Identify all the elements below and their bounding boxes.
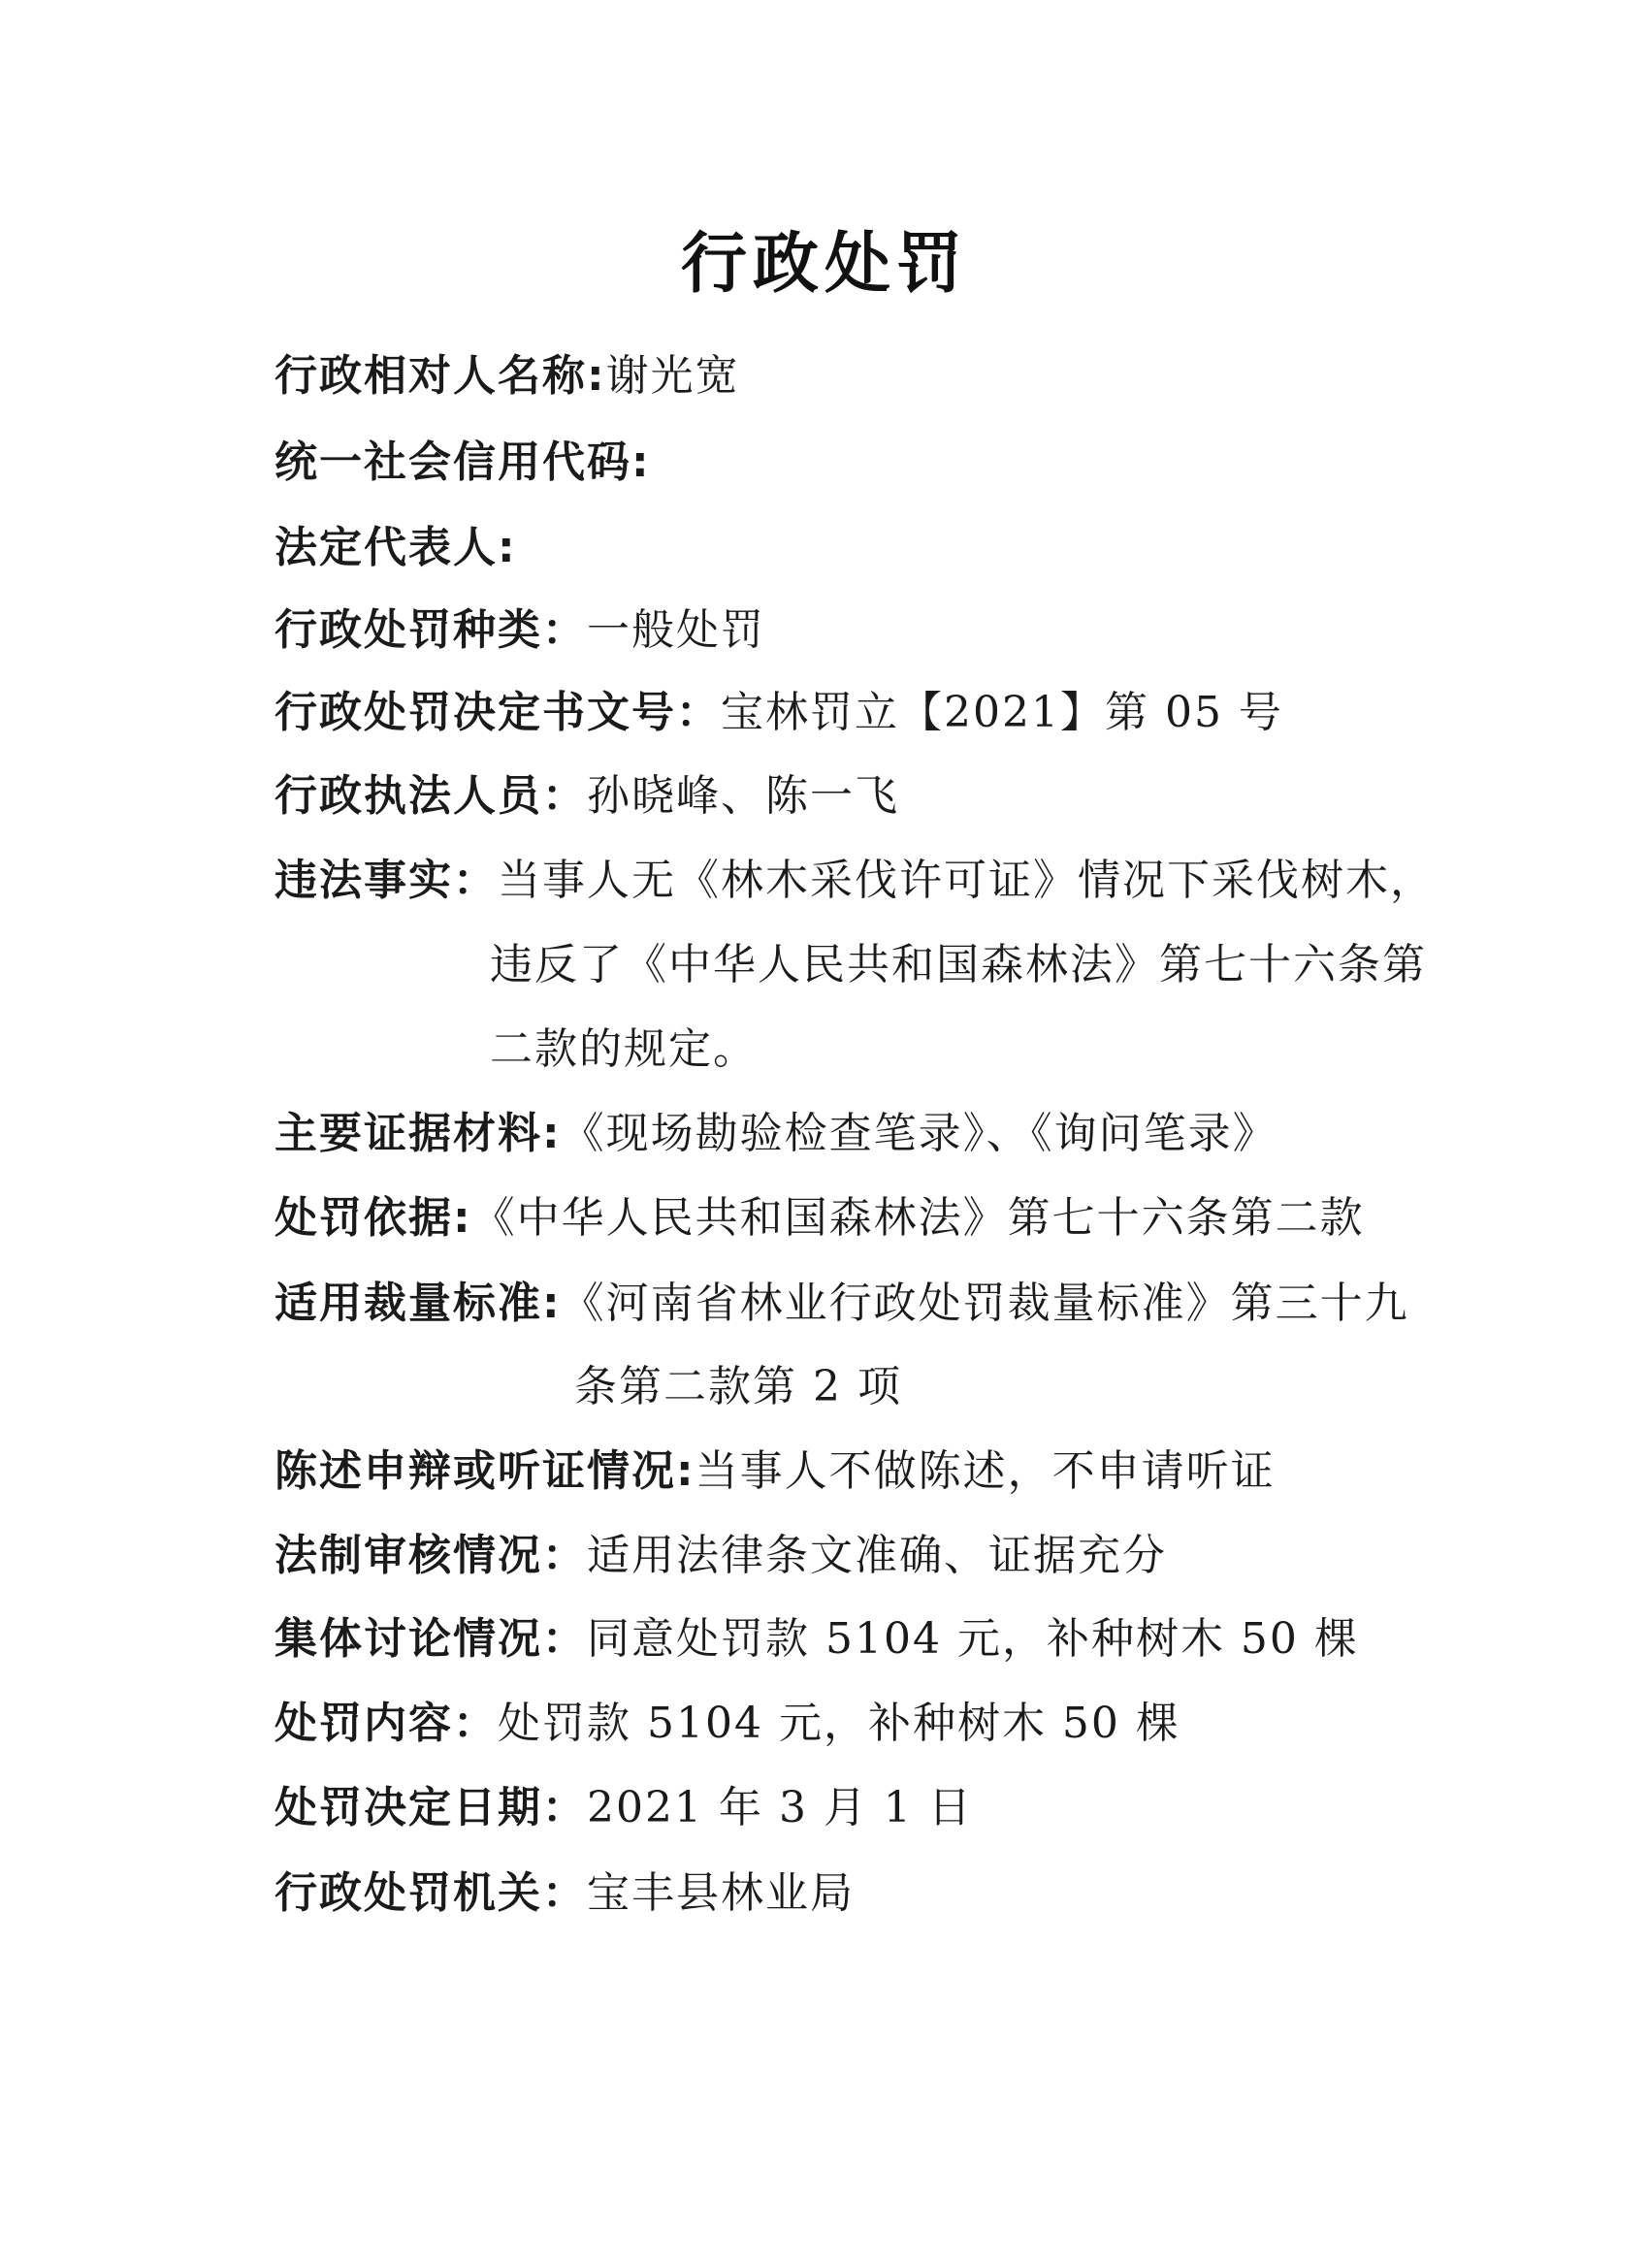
field-label: 处罚依据: [275,1193,472,1243]
field-label: 行政相对人名称: [275,351,606,401]
field-legal-review [275,1527,1167,1585]
field-label: 违法事实： [275,856,498,905]
field-party-name [275,347,740,405]
field-value: 宝林罚立【2021】第 05 号 [721,688,1283,737]
field-enforcement-officers [275,767,899,826]
field-value: 适用法律条文准确、证据充分 [587,1531,1167,1580]
field-illegal-facts-continuation: 违反了《中华人民共和国森林法》第七十六条第 [490,940,1427,989]
field-credit-code [275,434,651,492]
field-value: 同意处罚款 5104 元，补种树木 50 棵 [587,1614,1359,1664]
field-value: 处罚款 5104 元，补种树木 50 棵 [498,1699,1180,1748]
field-main-evidence [275,1105,1277,1163]
field-discretion-standard [275,1275,1409,1333]
field-label: 统一社会信用代码: [275,437,651,487]
field-legal-representative [275,519,517,577]
field-label: 适用裁量标准: [275,1279,562,1328]
field-discretion-standard-continuation: 条第二款第 2 项 [574,1362,902,1411]
field-label: 主要证据材料: [275,1109,562,1158]
field-value: 当事人无《林木采伐许可证》情况下采伐树木， [498,856,1435,905]
field-label: 行政处罚决定书文号： [275,688,721,737]
field-label: 法定代表人: [275,523,517,572]
field-penalty-authority [275,1864,855,1923]
field-value: 孙晓峰、陈一飞 [587,771,899,821]
field-value: 谢光宽 [605,351,740,401]
field-penalty-basis [275,1189,1365,1247]
field-label: 行政处罚机关： [275,1868,587,1918]
document-title: 行政处罚 [680,226,968,303]
field-penalty-content [275,1695,1180,1753]
field-value: 《现场勘验检查笔录》、《询问笔录》 [561,1109,1277,1158]
field-label: 法制审核情况： [275,1531,587,1580]
field-collective-discussion [275,1610,1359,1669]
field-value: 当事人不做陈述，不申请听证 [695,1446,1276,1496]
field-penalty-type [275,601,765,660]
field-statement-hearing [275,1442,1276,1501]
field-illegal-facts-continuation: 二款的规定。 [490,1024,758,1074]
field-label: 集体讨论情况： [275,1614,587,1664]
field-label: 行政处罚种类： [275,605,587,655]
field-value: 宝丰县林业局 [587,1868,855,1918]
field-label: 处罚决定日期： [275,1783,587,1832]
field-decision-number [275,684,1283,742]
field-value: 《中华人民共和国森林法》第七十六条第二款 [471,1193,1365,1243]
field-value: 《河南省林业行政处罚裁量标准》第三十九 [561,1279,1409,1328]
field-label: 处罚内容： [275,1699,498,1748]
field-decision-date [275,1779,973,1837]
field-value: 一般处罚 [587,605,765,655]
field-label: 行政执法人员： [275,771,587,821]
field-illegal-facts [275,852,1435,910]
field-value: 2021 年 3 月 1 日 [587,1783,973,1832]
field-label: 陈述申辩或听证情况: [275,1446,695,1496]
